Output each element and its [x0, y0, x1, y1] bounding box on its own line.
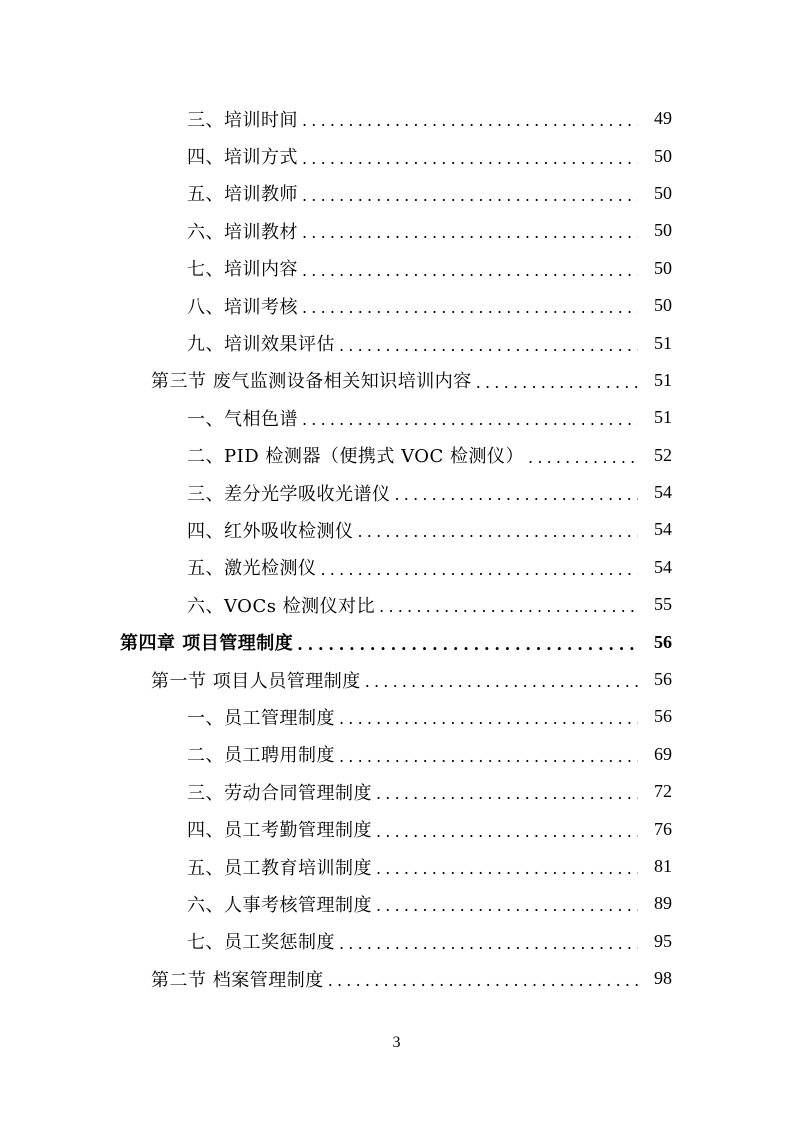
toc-entry-title: 第二节 档案管理制度 — [151, 969, 324, 991]
toc-entry-title: 八、培训考核 — [187, 296, 298, 318]
toc-dot-leader — [395, 485, 639, 504]
toc-entry-title: 七、培训内容 — [187, 259, 298, 281]
toc-entry-page: 49 — [654, 108, 672, 129]
toc-entry-page: 54 — [654, 556, 672, 577]
toc-entry-title: 一、员工管理制度 — [187, 707, 335, 729]
toc-entry-title: 三、差分光学吸收光谱仪 — [187, 483, 391, 505]
toc-entry-title: 九、培训效果评估 — [187, 334, 335, 356]
toc-entry[interactable] — [0, 661, 793, 698]
toc-entry[interactable] — [0, 960, 793, 997]
toc-dot-leader — [302, 223, 638, 242]
toc-dot-leader — [339, 336, 638, 355]
toc-entry[interactable] — [0, 287, 793, 324]
toc-entry-title: 二、PID 检测器（便携式 VOC 检测仪） — [187, 446, 525, 468]
toc-entry-title: 第三节 废气监测设备相关知识培训内容 — [151, 371, 472, 393]
toc-entry[interactable] — [0, 175, 793, 212]
toc-dot-leader — [379, 597, 638, 616]
toc-dot-leader — [339, 709, 638, 728]
toc-dot-leader — [476, 373, 638, 392]
toc-entry-page: 50 — [654, 220, 672, 241]
toc-entry-title: 五、激光检测仪 — [187, 558, 317, 580]
toc-entry[interactable] — [0, 437, 793, 474]
toc-entry-title: 二、员工聘用制度 — [187, 745, 335, 767]
toc-entry[interactable] — [0, 511, 793, 548]
toc-entry[interactable] — [0, 399, 793, 436]
toc-entry-page: 76 — [654, 818, 672, 839]
toc-dot-leader — [321, 560, 639, 579]
toc-entry-page: 69 — [654, 743, 672, 764]
toc-dot-leader — [302, 261, 638, 280]
toc-entry[interactable] — [0, 848, 793, 885]
toc-entry-page: 56 — [654, 669, 672, 690]
toc-entry-title: 四、红外吸收检测仪 — [187, 520, 354, 542]
toc-entry-title: 第四章 项目管理制度 — [120, 633, 294, 655]
toc-dot-leader — [302, 149, 638, 168]
toc-entry[interactable] — [0, 736, 793, 773]
toc-entry-page: 54 — [654, 482, 672, 503]
toc-entry-page: 52 — [654, 444, 672, 465]
toc-entry[interactable] — [0, 324, 793, 361]
toc-entry-page: 56 — [654, 706, 672, 727]
toc-entry[interactable] — [0, 250, 793, 287]
toc-entry-page: 95 — [654, 930, 672, 951]
toc-dot-leader — [302, 410, 638, 429]
toc-dot-leader — [302, 111, 638, 130]
toc-entry[interactable] — [0, 137, 793, 174]
toc-entry[interactable] — [0, 212, 793, 249]
toc-entry-title: 五、员工教育培训制度 — [187, 857, 372, 879]
toc-dot-leader — [528, 448, 638, 467]
toc-dot-leader — [358, 522, 639, 541]
toc-dot-leader — [376, 822, 638, 841]
toc-entry-title: 四、培训方式 — [187, 147, 298, 169]
toc-entry-title: 五、培训教师 — [187, 184, 298, 206]
toc-entry-page: 51 — [654, 369, 672, 390]
toc-entry-page: 89 — [654, 893, 672, 914]
toc-entry-page: 54 — [654, 519, 672, 540]
toc-entry-page: 72 — [654, 781, 672, 802]
toc-entry-title: 四、员工考勤管理制度 — [187, 820, 372, 842]
toc-entry-title: 六、VOCs 检测仪对比 — [187, 595, 376, 617]
toc-dot-leader — [365, 672, 638, 691]
toc-entry-page: 50 — [654, 257, 672, 278]
toc-entry[interactable] — [0, 698, 793, 735]
toc-entry-title: 六、人事考核管理制度 — [187, 894, 372, 916]
toc-entry-page: 50 — [654, 295, 672, 316]
toc-entry-title: 三、劳动合同管理制度 — [187, 782, 372, 804]
toc-entry-page: 98 — [654, 968, 672, 989]
toc-entry[interactable] — [0, 923, 793, 960]
toc-dot-leader — [339, 747, 638, 766]
toc-entry[interactable] — [0, 549, 793, 586]
toc-entry-page: 81 — [654, 856, 672, 876]
toc-entry-title: 一、气相色谱 — [187, 408, 298, 430]
toc-dot-leader — [328, 971, 638, 990]
toc-dot-leader — [376, 896, 638, 915]
toc-entry-title: 七、员工奖惩制度 — [187, 932, 335, 954]
toc-entry-page: 50 — [654, 182, 672, 203]
toc-dot-leader — [376, 859, 638, 878]
toc-entry[interactable] — [0, 810, 793, 847]
toc-dot-leader — [302, 186, 638, 205]
toc-entry-page: 55 — [654, 594, 672, 615]
toc-entry-page: 50 — [654, 145, 672, 166]
page-number: 3 — [392, 1034, 401, 1051]
toc-entry[interactable] — [0, 362, 793, 399]
toc-entry-page: 51 — [654, 332, 672, 353]
toc-dot-leader — [297, 635, 638, 654]
toc-entry-title: 六、培训教材 — [187, 221, 298, 243]
table-of-contents — [0, 100, 793, 997]
toc-entry[interactable] — [0, 885, 793, 922]
toc-dot-leader — [302, 298, 638, 317]
toc-entry[interactable] — [0, 474, 793, 511]
toc-entry-page: 56 — [654, 631, 672, 652]
toc-dot-leader — [376, 784, 638, 803]
toc-dot-leader — [339, 934, 638, 953]
toc-entry[interactable] — [0, 623, 793, 660]
toc-entry[interactable] — [0, 100, 793, 137]
toc-entry-page: 51 — [654, 407, 672, 428]
toc-entry[interactable] — [0, 773, 793, 810]
toc-entry[interactable] — [0, 586, 793, 623]
toc-entry-title: 三、培训时间 — [187, 109, 298, 131]
toc-entry-title: 第一节 项目人员管理制度 — [151, 670, 361, 692]
